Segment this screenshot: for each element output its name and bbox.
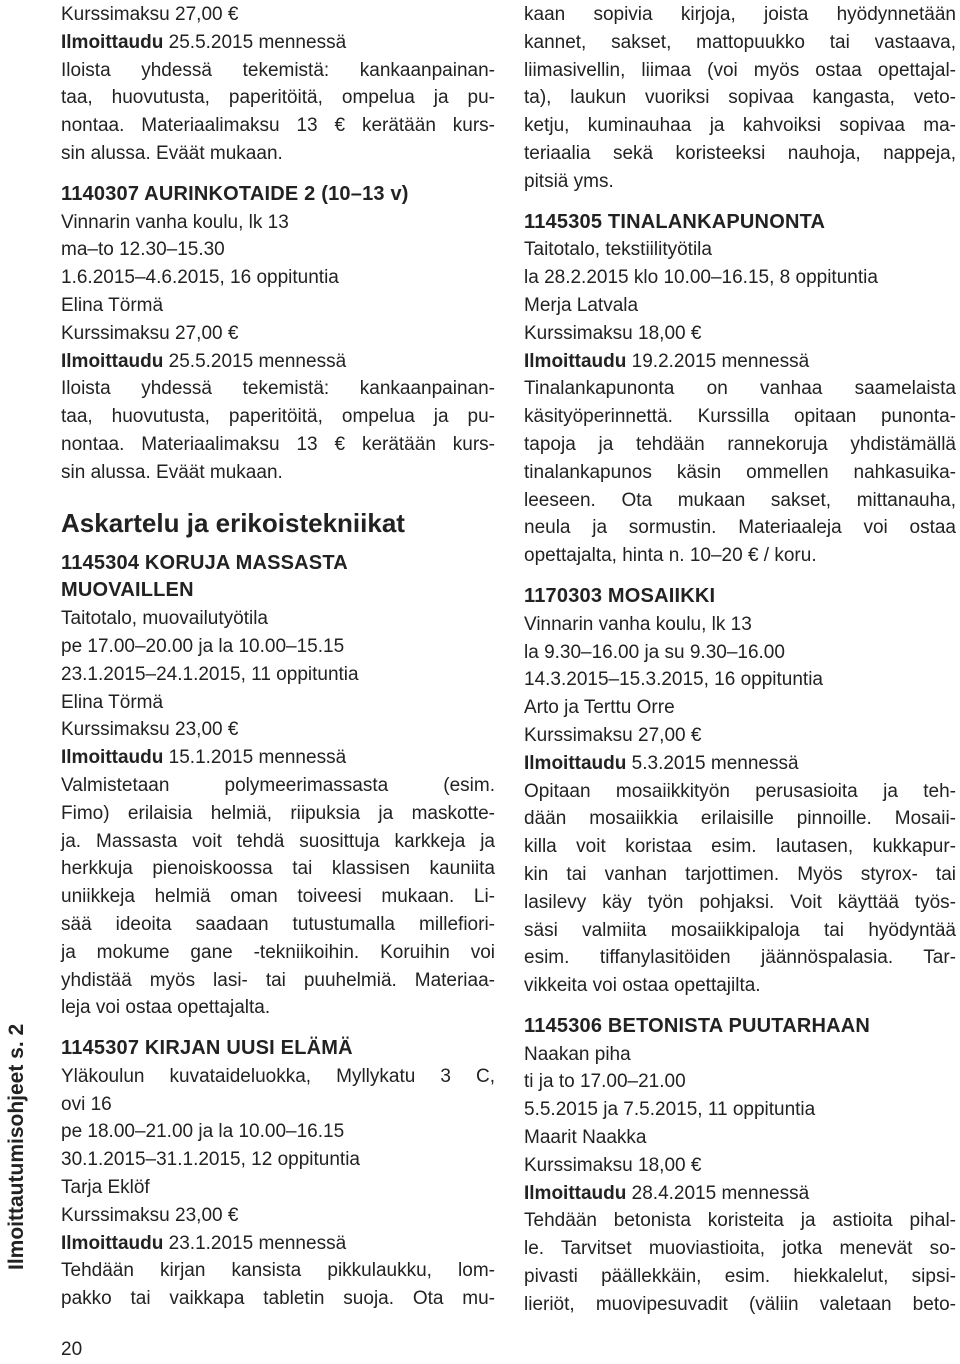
right-column <box>524 1 956 1319</box>
course-location: Taitotalo, tekstiilityötila <box>524 239 712 261</box>
description-line: pitsiä yms. <box>524 170 614 192</box>
course-dates: 23.1.2015–24.1.2015, 11 oppituntia <box>61 663 359 685</box>
intro-block-right <box>524 1 956 196</box>
description-line: leeseen. Ota mukaan sakset, mittanauha, <box>524 489 956 511</box>
description-line: säsi valmiita mosaiikkipaloja tai hyödyntää <box>524 919 956 941</box>
register-label: Ilmoittaudu <box>61 350 164 372</box>
description-line: nontaa. Materiaalimaksu 13 € kerätään kurs- <box>61 433 495 455</box>
description-line: le. Tarvitset muoviastioita, jotka menevät so- <box>524 1238 956 1260</box>
description-line: taa, huovutusta, paperitöitä, ompelua ja pu- <box>61 406 495 428</box>
description-line: Fimo) erilaisia helmiä, riipuksia ja maskotte- <box>61 802 495 824</box>
course-time: ma–to 12.30–15.30 <box>61 239 225 261</box>
course-fee: Kurssimaksu 27,00 € <box>524 724 702 746</box>
description-line: Iloista yhdessä tekemistä: kankaanpainan- <box>61 59 495 81</box>
course-location: Vinnarin vanha koulu, lk 13 <box>61 211 289 233</box>
description-line: kannet, sakset, mattopuukko tai vastaava, <box>524 31 956 53</box>
description-line: kaan sopivia kirjoja, joista hyödynnetään <box>524 4 956 25</box>
course-teacher: Arto ja Terttu Orre <box>524 697 675 719</box>
description-line: Opitaan mosaiikkityön perusasioita ja teh- <box>524 780 956 802</box>
intro-block-left <box>61 1 495 168</box>
course-time: pe 18.00–21.00 ja la 10.00–16.15 <box>61 1121 345 1143</box>
course-time: la 9.30–16.00 ja su 9.30–16.00 <box>524 641 785 663</box>
registration-deadline <box>524 750 956 778</box>
description-line: ja. Massasta voit tehdä suosittuja karkkeja ja <box>61 830 495 852</box>
register-label: Ilmoittaudu <box>524 1182 627 1204</box>
description-line: Valmistetaan polymeerimassasta (esim. <box>61 774 495 796</box>
description-line: uniikkeja helmiä oman toiveesi mukaan. Li- <box>61 886 495 908</box>
description-line: teriaalia sekä koristeeksi nauhoja, nappeja, <box>524 142 956 164</box>
register-date: 28.4.2015 mennessä <box>626 1182 810 1204</box>
description-line: ta), laukun vuoriksi sopivaa kangasta, veto- <box>524 87 956 109</box>
description-line: taa, huovutusta, paperitöitä, ompelua ja pu- <box>61 87 495 109</box>
description-line: esim. tiffanylasitöiden jäännöspalasia. Tar- <box>524 947 956 969</box>
description-line: nontaa. Materiaalimaksu 13 € kerätään kurs- <box>61 115 495 137</box>
course-title: 1145306 BETONISTA PUUTARHAAN <box>524 1014 871 1037</box>
course-title: 1170303 MOSAIIKKI <box>524 584 716 607</box>
course-teacher: Tarja Eklöf <box>61 1177 150 1199</box>
description-line: sin alussa. Eväät mukaan. <box>61 461 283 483</box>
registration-deadline <box>61 29 495 57</box>
description-line: tapoja ja tehdään rannekoruja yhdistämällä <box>524 433 956 455</box>
registration-deadline <box>524 348 956 376</box>
course-location: Taitotalo, muovailutyötila <box>61 608 268 630</box>
course-title: 1145304 KORUJA MASSASTA <box>61 551 348 574</box>
course-fee: Kurssimaksu 27,00 € <box>61 4 239 25</box>
description-line: herkkuja pienoiskoossa tai klassisen kauniita <box>61 858 495 880</box>
course-location: Yläkoulun kuvataideluokka, Myllykatu 3 C, <box>61 1065 495 1087</box>
course-time: ti ja to 17.00–21.00 <box>524 1071 686 1093</box>
course-location: Vinnarin vanha koulu, lk 13 <box>524 613 752 635</box>
description-line: pakko tai vaikkapa tabletin suoja. Ota mu- <box>61 1288 495 1310</box>
course-1145305 <box>524 209 956 570</box>
description-line: leja voi ostaa opettajalta. <box>61 997 271 1019</box>
page-number: 20 <box>61 1339 83 1360</box>
course-location: Naakan piha <box>524 1043 631 1065</box>
registration-deadline <box>61 744 495 772</box>
course-fee: Kurssimaksu 18,00 € <box>524 1154 702 1176</box>
course-1140307 <box>61 181 495 487</box>
course-1145306 <box>524 1013 956 1319</box>
left-column <box>61 1 495 1313</box>
description-line: sin alussa. Eväät mukaan. <box>61 142 283 164</box>
course-dates: la 28.2.2015 klo 10.00–16.15, 8 oppituntia <box>524 267 878 289</box>
description-line: vikkeita voi ostaa opettajilta. <box>524 975 761 997</box>
register-date: 25.5.2015 mennessä <box>163 31 347 53</box>
description-line: lieriöt, muovipesuvadit (väliin valetaan beto- <box>524 1293 956 1315</box>
course-title: 1145305 TINALANKAPUNONTA <box>524 210 826 233</box>
description-line: ketju, kuminauhaa ja kahvoiksi sopivaa ma- <box>524 115 956 137</box>
description-line: Tehdään betonista koristeita ja astioita pihal- <box>524 1210 956 1232</box>
course-1170303 <box>524 583 956 1000</box>
registration-deadline <box>61 348 495 376</box>
description-line: käsityöperinnettä. Kurssilla opitaan punonta- <box>524 406 956 428</box>
course-fee: Kurssimaksu 23,00 € <box>61 1204 239 1226</box>
register-date: 25.5.2015 mennessä <box>163 350 347 372</box>
course-teacher: Elina Törmä <box>61 294 164 316</box>
course-teacher: Merja Latvala <box>524 294 639 316</box>
description-line: Tinalankapunonta on vanhaa saamelaista <box>524 378 956 400</box>
description-line: ja mokume gane -tekniikoihin. Koruihin voi <box>61 941 495 963</box>
description-line: kin tai vanhan tarjottimen. Myös styrox- tai <box>524 863 956 885</box>
course-title-continued: MUOVAILLEN <box>61 579 194 602</box>
description-line: yhdistää myös lasi- tai puuhelmiä. Materiaa- <box>61 969 495 991</box>
side-label-registration-instructions: Ilmoittautumisohjeet s. 2 <box>5 1023 28 1270</box>
course-teacher: Maarit Naakka <box>524 1127 647 1149</box>
description-line: killa voit koristaa esim. lautasen, kukkapur- <box>524 836 956 858</box>
course-location-continued: ovi 16 <box>61 1093 112 1115</box>
section-heading: Askartelu ja erikoistekniikat <box>61 507 405 538</box>
course-dates: 1.6.2015–4.6.2015, 16 oppituntia <box>61 267 339 289</box>
description-line: tinalankapunos käsin ommellen nahkasuika- <box>524 461 956 483</box>
register-date: 23.1.2015 mennessä <box>163 1232 347 1254</box>
description-line: Tehdään kirjan kansista pikkulaukku, lom- <box>61 1260 495 1282</box>
course-fee: Kurssimaksu 18,00 € <box>524 322 702 344</box>
register-label: Ilmoittaudu <box>61 31 164 53</box>
description-line: neula ja sormustin. Materiaaleja voi ostaa <box>524 517 956 539</box>
course-fee: Kurssimaksu 27,00 € <box>61 322 239 344</box>
register-date: 5.3.2015 mennessä <box>626 752 799 774</box>
register-label: Ilmoittaudu <box>524 752 627 774</box>
register-label: Ilmoittaudu <box>61 1232 164 1254</box>
course-1145304 <box>61 550 495 1023</box>
register-label: Ilmoittaudu <box>524 350 627 372</box>
registration-deadline <box>524 1180 956 1208</box>
description-line: dään mosaiikkia erilaisille pinnoille. Mosaii- <box>524 808 956 830</box>
course-time: pe 17.00–20.00 ja la 10.00–15.15 <box>61 635 345 657</box>
registration-deadline <box>61 1230 495 1258</box>
course-teacher: Elina Törmä <box>61 691 164 713</box>
description-line: lasilevy käy työn pohjaksi. Voit käyttää työs- <box>524 891 956 913</box>
description-line: liimasivellin, liimaa (voi myös ostaa opettajal- <box>524 59 956 81</box>
description-line: opettajalta, hinta n. 10–20 € / koru. <box>524 545 817 567</box>
course-dates: 30.1.2015–31.1.2015, 12 oppituntia <box>61 1149 360 1171</box>
course-title: 1140307 AURINKOTAIDE 2 (10–13 v) <box>61 182 409 205</box>
register-date: 15.1.2015 mennessä <box>163 747 347 769</box>
description-line: Iloista yhdessä tekemistä: kankaanpainan- <box>61 378 495 400</box>
course-dates: 14.3.2015–15.3.2015, 16 oppituntia <box>524 669 823 691</box>
description-line: sää ideoita saadaan tutustumalla millefiori- <box>61 913 495 935</box>
course-fee: Kurssimaksu 23,00 € <box>61 719 239 741</box>
description-line: pivasti päällekkäin, esim. hiekkalelut, sipsi- <box>524 1266 956 1288</box>
register-label: Ilmoittaudu <box>61 747 164 769</box>
course-1145307 <box>61 1035 495 1313</box>
course-title: 1145307 KIRJAN UUSI ELÄMÄ <box>61 1037 353 1060</box>
register-date: 19.2.2015 mennessä <box>626 350 810 372</box>
course-dates: 5.5.2015 ja 7.5.2015, 11 oppituntia <box>524 1099 816 1121</box>
